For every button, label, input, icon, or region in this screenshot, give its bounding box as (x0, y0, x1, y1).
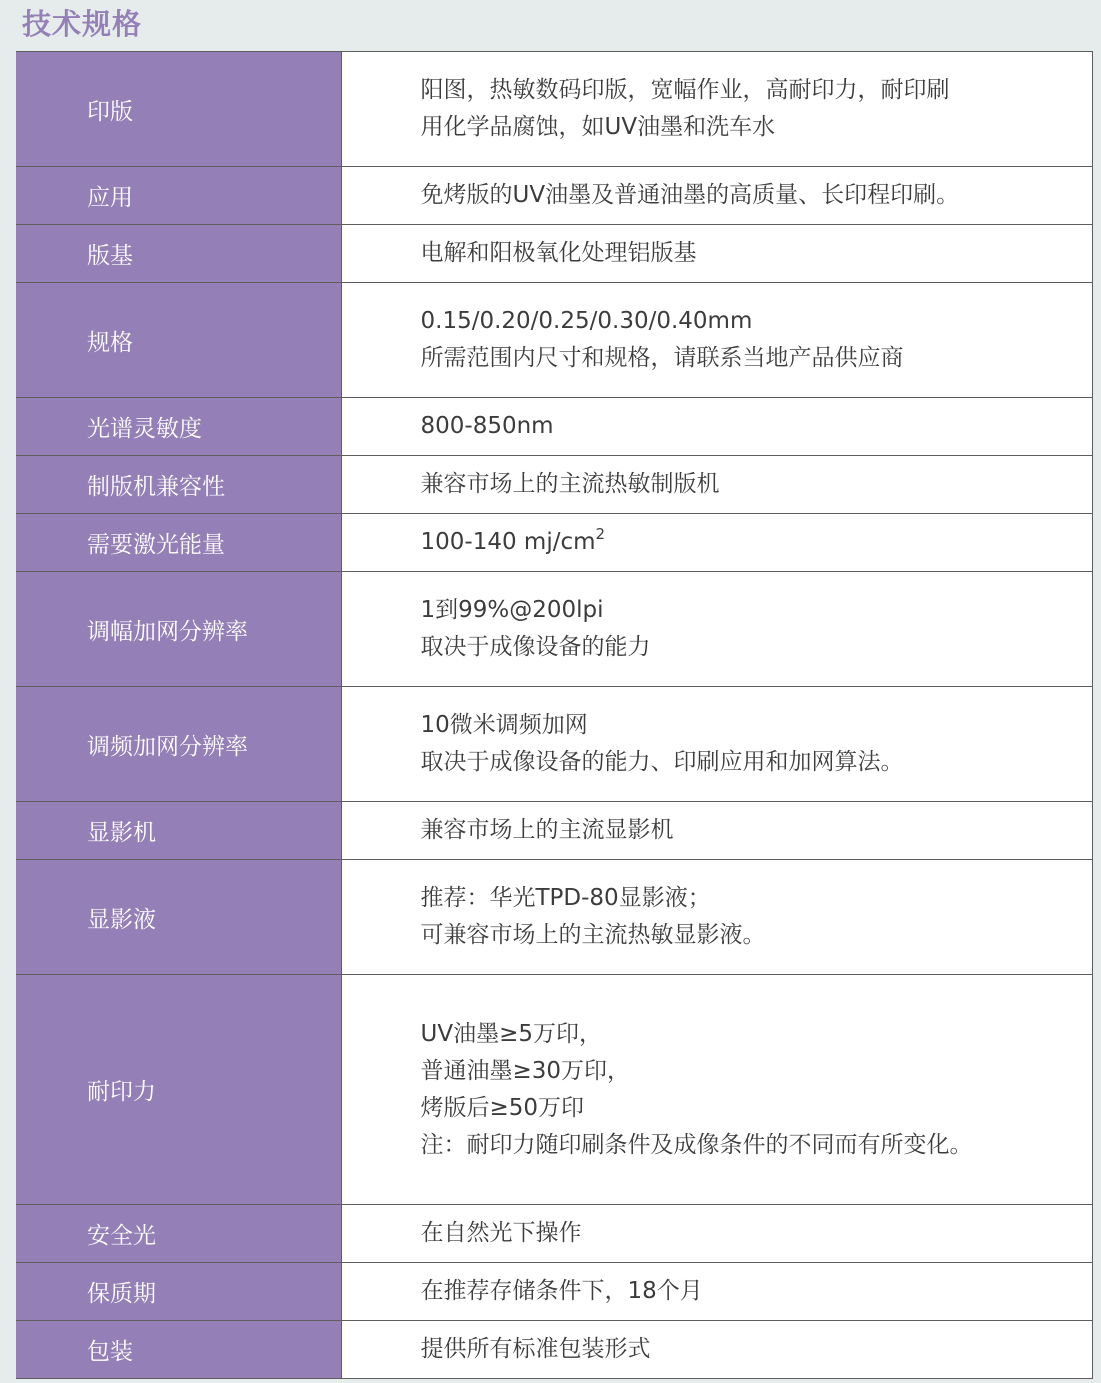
spec-value-text: 烤版后≥50万印 (420, 1094, 585, 1121)
spec-value-line (421, 629, 1073, 666)
spec-row (16, 1263, 1093, 1321)
spec-value-line (421, 466, 1073, 503)
spec-label: 印版 (16, 52, 341, 167)
spec-value (341, 687, 1093, 802)
spec-value (341, 1321, 1093, 1379)
spec-row (16, 1205, 1093, 1263)
spec-row (16, 225, 1093, 283)
spec-label: 安全光 (16, 1205, 341, 1263)
spec-value (341, 225, 1093, 283)
spec-value-text: 1到99%@200lpi (420, 597, 604, 623)
spec-row (16, 456, 1093, 514)
spec-value-line (421, 340, 1073, 377)
spec-value-text: 兼容市场上的主流热敏制版机 (420, 471, 720, 497)
spec-value-line (421, 917, 1073, 954)
page-title: 技术规格 (22, 7, 143, 41)
spec-value-line (421, 109, 1073, 146)
spec-value (341, 167, 1093, 225)
spec-row (16, 398, 1093, 456)
spec-value-text: 在推荐存储条件下，18个月 (420, 1278, 703, 1304)
spec-row (16, 687, 1093, 802)
spec-label: 耐印力 (16, 975, 341, 1205)
spec-value-line (421, 235, 1073, 272)
spec-value-text: 在自然光下操作 (420, 1220, 582, 1246)
spec-value-line (421, 812, 1073, 849)
spec-value-line (421, 1273, 1073, 1310)
spec-value-line (421, 880, 1073, 917)
spec-value-line (421, 1215, 1073, 1252)
spec-value (341, 52, 1093, 167)
spec-label: 制版机兼容性 (16, 456, 341, 514)
spec-value-text: 推荐：华光TPD-80显影液； (420, 885, 711, 911)
spec-value-line (421, 177, 1073, 214)
spec-label: 调频加网分辨率 (16, 687, 341, 802)
spec-row (16, 167, 1093, 225)
spec-value-text: 注：耐印力随印刷条件及成像条件的不同而有所变化。 (420, 1131, 973, 1158)
spec-value-line (421, 303, 1073, 340)
spec-value-text: 阳图，热敏数码印版，宽幅作业，高耐印力，耐印刷 (420, 77, 950, 103)
spec-value (341, 514, 1093, 572)
spec-row (16, 52, 1093, 167)
spec-value-text: 800-850nm (420, 413, 554, 439)
superscript: 2 (595, 525, 606, 543)
spec-label: 需要激光能量 (16, 514, 341, 572)
spec-value-text: 电解和阳极氧化处理铝版基 (420, 240, 697, 266)
spec-value-line (421, 408, 1073, 445)
spec-value (341, 860, 1093, 975)
spec-value (341, 283, 1093, 398)
spec-value (341, 456, 1093, 514)
spec-value (341, 802, 1093, 860)
spec-value-line (421, 744, 1073, 781)
spec-value-text: 兼容市场上的主流显影机 (420, 817, 674, 843)
spec-value (341, 1205, 1093, 1263)
spec-row (16, 802, 1093, 860)
spec-value-text: 可兼容市场上的主流热敏显影液。 (420, 922, 766, 948)
spec-row (16, 975, 1093, 1205)
spec-row (16, 572, 1093, 687)
spec-value-line (421, 1016, 1073, 1053)
spec-row (16, 283, 1093, 398)
spec-row (16, 514, 1093, 572)
spec-label: 显影液 (16, 860, 341, 975)
spec-table-body (16, 52, 1093, 1379)
spec-value (341, 975, 1093, 1205)
spec-label: 版基 (16, 225, 341, 283)
spec-value-text: 免烤版的UV油墨及普通油墨的高质量、长印程印刷。 (420, 182, 960, 208)
spec-value-text: 用化学品腐蚀，如UV油墨和洗车水 (420, 114, 776, 140)
spec-value-line (421, 707, 1073, 744)
spec-label: 调幅加网分辨率 (16, 572, 341, 687)
spec-table (16, 51, 1093, 1379)
spec-row (16, 860, 1093, 975)
spec-value-text: 10微米调频加网 (420, 712, 588, 738)
spec-value-text: 取决于成像设备的能力、印刷应用和加网算法。 (420, 749, 904, 775)
spec-value (341, 398, 1093, 456)
spec-label: 光谱灵敏度 (16, 398, 341, 456)
spec-value-text: 取决于成像设备的能力 (420, 634, 651, 660)
spec-value-line (421, 1053, 1073, 1090)
spec-row (16, 1321, 1093, 1379)
spec-value-line (421, 1331, 1073, 1368)
spec-value-text: 提供所有标准包装形式 (420, 1336, 651, 1362)
spec-value-line (421, 524, 1073, 561)
spec-label: 应用 (16, 167, 341, 225)
spec-value-text: 100-140 mj/cm (420, 529, 596, 555)
spec-value-text: 0.15/0.20/0.25/0.30/0.40mm (420, 308, 753, 334)
spec-label: 包装 (16, 1321, 341, 1379)
spec-value-line (421, 1090, 1073, 1127)
spec-value-line (421, 72, 1073, 109)
spec-value-line (421, 592, 1073, 629)
spec-label: 保质期 (16, 1263, 341, 1321)
spec-value (341, 1263, 1093, 1321)
spec-value (341, 572, 1093, 687)
spec-label: 显影机 (16, 802, 341, 860)
spec-value-text: 普通油墨≥30万印， (420, 1057, 631, 1084)
spec-label: 规格 (16, 283, 341, 398)
spec-value-text: UV油墨≥5万印， (420, 1020, 602, 1047)
spec-value-text: 所需范围内尺寸和规格，请联系当地产品供应商 (420, 345, 904, 371)
spec-value-line (421, 1127, 1073, 1164)
